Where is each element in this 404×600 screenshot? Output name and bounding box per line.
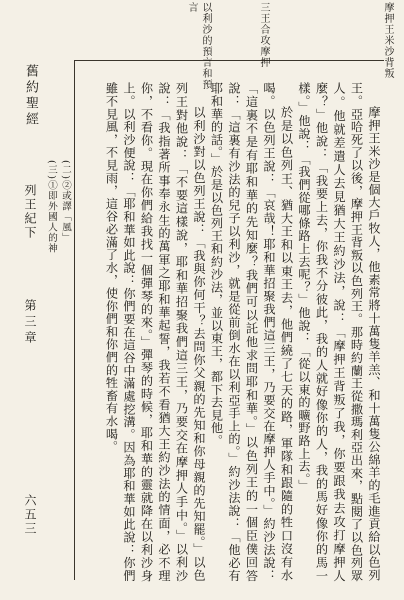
footnote: (二)②或譯「風」 [60, 160, 71, 243]
section-heading: 第三章 [23, 299, 37, 347]
body-text [86, 82, 382, 582]
body-paragraph: 於是以色列王、猶大王和以東王去，他們繞了七天的路，軍隊和跟隨的牲口沒有水喝。以色列王說：「哀哉！耶和華招聚我們這三王，乃要交在摩押人手中。」約沙法說：「這裏不是有耶和華的先知麼？我們可以託他求問耶和華。」以色列王的一個臣僕回答說：「這裏有沙法的兒子以利沙，就是從前倒水在以利亞手上的。」約沙法說：「他必有耶和華的話。」於是以色列王和約沙法，並以東王，都下去見他。 [209, 82, 294, 582]
chapter-reference: 列王紀下 [23, 184, 37, 240]
margin-note: 摩押王米沙背叛 [382, 2, 393, 79]
footnotes [42, 160, 74, 360]
margin-notes [160, 2, 395, 90]
margin-note: 三王合攻摩押 [258, 2, 269, 68]
body-paragraph: 以利沙對以色列王說：「我與你何干？去問你父親的先知和你母親的先知罷。」以色列王對他說：「不要這樣說，耶和華招聚我們這三王，乃要交在摩押人手中。」以利沙說：「我指著所事奉永生的萬軍之耶和華起誓，我若不看猶大王約沙法的情面，必不理你，不看你。現在你們給我找一個彈琴的來。」彈琴的時候，耶和華的靈就降在以利沙身上。以利沙便說：「耶和華如此說：你們要在這谷中滿處挖溝。因為耶和華如此說：你們雖不見風，不見雨，這谷必滿了水，使你們和你們的牲畜有水喝。 [104, 82, 206, 582]
left-rule [74, 60, 75, 580]
top-rule [74, 60, 384, 61]
book-title: 舊約聖經 [23, 64, 38, 128]
footnote: (三)①即外國人的神 [46, 160, 57, 254]
body-paragraph: 摩押王米沙是個大戶牧人，他素常將十萬隻羊羔、和十萬隻公綿羊的毛進貢給以色列王。亞哈死了以後，摩押王背叛以色列王。那時約蘭王從撒瑪利亞出來，點閱了以色列眾人。他就差遣人去見猶大王約沙法，說：「摩押王背叛了我，你要跟我去攻打摩押人麼？」他說：「我要上去，你我不分彼此，我的人就好像你的人，我的馬好像你的馬一樣。」他說：「我們從哪條路上去呢？」他說：「從以東的曠野路上去。」 [297, 82, 381, 582]
margin-note: 言 [186, 2, 197, 13]
page-number: 六五三 [23, 494, 37, 536]
margin-note: 以利沙的預言和預 [200, 2, 211, 90]
